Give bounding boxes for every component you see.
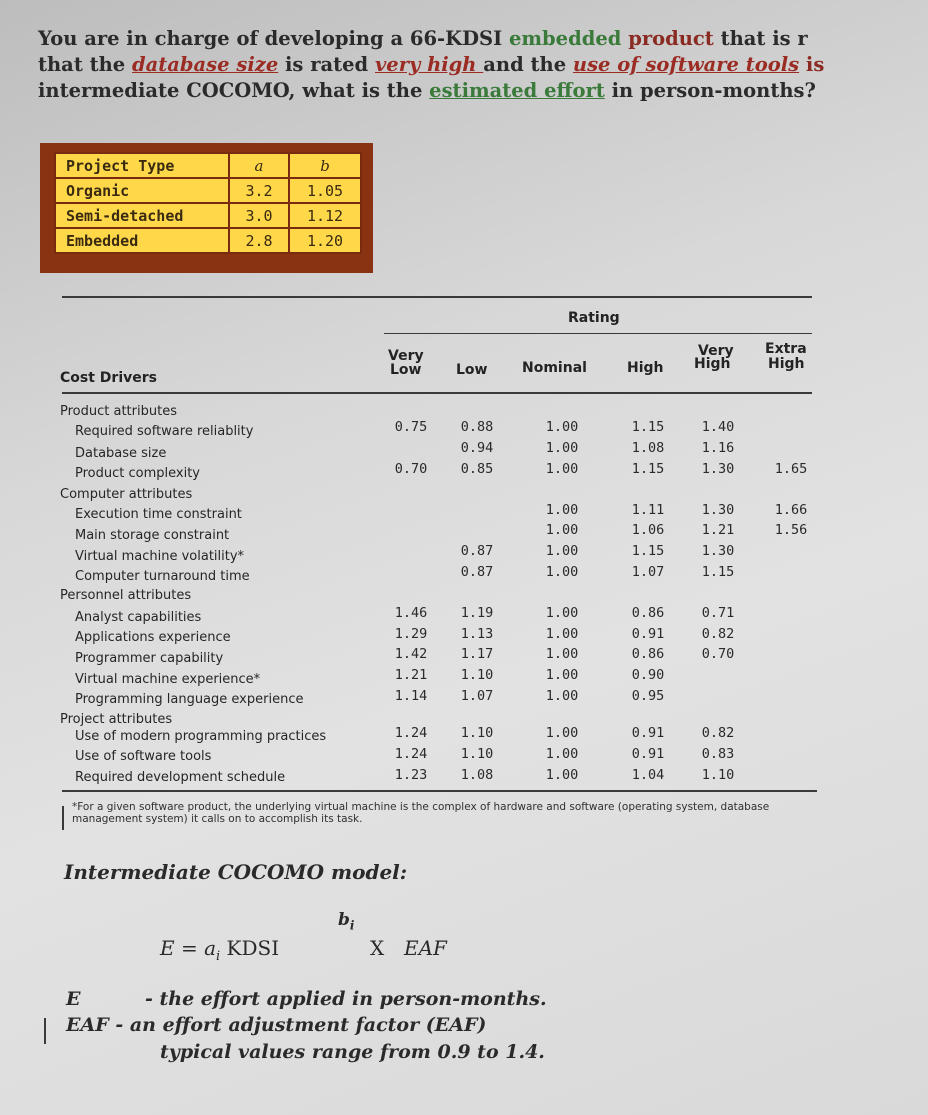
cost-driver-label: Product complexity (75, 466, 200, 481)
cost-driver-label: Computer turnaround time (75, 569, 250, 584)
question-segment: is rated (278, 53, 375, 76)
cost-driver-value-h: 1.04 (631, 767, 665, 783)
cost-driver-value-vh: 0.71 (701, 605, 735, 621)
group-computer-attributes: Computer attributes (60, 487, 193, 502)
header-low: Low (456, 362, 488, 378)
def-eaf-range: typical values range from 0.9 to 1.4. (160, 1041, 545, 1063)
cost-driver-value-h: 0.91 (631, 725, 665, 741)
cost-driver-value-n: 1.00 (545, 419, 579, 435)
cell-b: 1.12 (289, 203, 361, 228)
cost-drivers-header: Cost Drivers (60, 370, 157, 386)
question-text (38, 26, 928, 104)
cost-driver-label: Programming language experience (75, 692, 304, 707)
header-very-low-2: Low (390, 362, 422, 378)
cost-driver-value-h: 0.95 (631, 688, 665, 704)
cost-driver-value-n: 1.00 (545, 502, 579, 518)
cost-driver-value-h: 1.08 (631, 440, 665, 456)
cell-a: 2.8 (229, 228, 289, 253)
cost-driver-value-n: 1.00 (545, 688, 579, 704)
cost-driver-value-n: 1.00 (545, 725, 579, 741)
cost-driver-value-h: 1.07 (631, 564, 665, 580)
footnote-marker (62, 806, 64, 830)
cost-driver-value-l: 1.07 (460, 688, 494, 704)
header-b: b (289, 153, 361, 178)
cost-driver-value-n: 1.00 (545, 543, 579, 559)
cost-driver-value-n: 1.00 (545, 522, 579, 538)
cost-driver-value-n: 1.00 (545, 746, 579, 762)
cost-driver-value-h: 1.15 (631, 419, 665, 435)
cost-driver-value-vh: 1.10 (701, 767, 735, 783)
project-type-table (40, 143, 373, 273)
cost-driver-value-vh: 1.30 (701, 461, 735, 477)
cost-driver-value-l: 1.10 (460, 746, 494, 762)
def-e-symbol: E (66, 988, 81, 1010)
cost-driver-value-vl: 1.46 (394, 605, 428, 621)
question-segment: You are in charge of developing a 66-KDSI (38, 27, 509, 50)
cell-type: Organic (55, 178, 229, 203)
model-title: Intermediate COCOMO model: (64, 860, 408, 884)
def-eaf: EAF - an effort adjustment factor (EAF) (66, 1014, 487, 1036)
cost-driver-value-vl: 1.29 (394, 626, 428, 642)
cost-driver-value-h: 0.91 (631, 746, 665, 762)
question-segment: that the (38, 53, 132, 76)
table-row (55, 178, 361, 203)
cost-driver-value-h: 0.91 (631, 626, 665, 642)
formula-kdsi: KDSI (220, 936, 280, 960)
cost-driver-value-h: 0.86 (631, 646, 665, 662)
question-segment: is (799, 53, 825, 76)
cost-driver-value-l: 0.94 (460, 440, 494, 456)
question-segment: that is r (713, 27, 808, 50)
exponent-b: b (338, 910, 350, 930)
cost-driver-value-n: 1.00 (545, 646, 579, 662)
cost-driver-value-l: 0.87 (460, 543, 494, 559)
cost-driver-value-vh: 0.83 (701, 746, 735, 762)
cost-driver-value-vl: 1.21 (394, 667, 428, 683)
question-highlight-product: product (628, 27, 714, 50)
cost-driver-label: Use of software tools (75, 749, 212, 764)
footnote: *For a given software product, the underlying virtual machine is the complex of hardware and software (operating system, database management system) it calls on to accomplish its task. (72, 801, 770, 825)
cost-driver-value-vl: 1.24 (394, 746, 428, 762)
cost-driver-value-vh: 1.30 (701, 502, 735, 518)
project-type-grid (54, 152, 362, 254)
header-high: High (627, 360, 664, 376)
header-extra-high-1: Extra (765, 341, 807, 357)
question-highlight-database-size: database size (132, 53, 279, 76)
cost-driver-value-vl: 1.23 (394, 767, 428, 783)
table-top-rule (62, 296, 812, 298)
cell-type: Embedded (55, 228, 229, 253)
cost-driver-value-l: 1.10 (460, 667, 494, 683)
cost-driver-value-vl: 1.14 (394, 688, 428, 704)
def-e-text: - the effort applied in person-months. (145, 988, 547, 1010)
cost-driver-label: Virtual machine experience* (75, 672, 261, 687)
cost-driver-label: Execution time constraint (75, 507, 242, 522)
cost-driver-label: Database size (75, 446, 167, 461)
exponent-sub: i (349, 918, 355, 933)
group-project-attributes: Project attributes (60, 712, 173, 727)
header-very-high-2: High (694, 356, 731, 372)
cost-driver-value-vh: 1.21 (701, 522, 735, 538)
cost-driver-value-l: 1.08 (460, 767, 494, 783)
question-highlight-estimated-effort: estimated effort (429, 79, 605, 102)
cost-driver-value-l: 0.85 (460, 461, 494, 477)
formula-times: X (370, 936, 385, 960)
cost-driver-value-n: 1.00 (545, 626, 579, 642)
cost-driver-label: Analyst capabilities (75, 610, 202, 625)
question-line-1 (38, 26, 928, 52)
cell-a: 3.0 (229, 203, 289, 228)
cost-driver-value-xh: 1.66 (774, 502, 808, 518)
cost-driver-value-vh: 1.40 (701, 419, 735, 435)
cost-driver-label: Programmer capability (75, 651, 224, 666)
cell-a: 3.2 (229, 178, 289, 203)
cost-driver-label: Use of modern programming practices (75, 729, 327, 744)
cost-driver-value-vh: 0.70 (701, 646, 735, 662)
formula-eaf: EAF (404, 936, 447, 960)
group-personnel-attributes: Personnel attributes (60, 588, 192, 603)
table-bottom-rule (62, 790, 817, 792)
cost-driver-value-l: 1.10 (460, 725, 494, 741)
cost-driver-value-xh: 1.65 (774, 461, 808, 477)
cost-driver-value-vh: 1.15 (701, 564, 735, 580)
question-highlight-very-high: very high (374, 53, 484, 76)
cell-b: 1.05 (289, 178, 361, 203)
cost-driver-value-n: 1.00 (545, 461, 579, 477)
cost-driver-label: Main storage constraint (75, 528, 230, 543)
question-segment: intermediate COCOMO, what is the (38, 79, 430, 102)
cost-driver-value-vl: 1.42 (394, 646, 428, 662)
cost-driver-label: Applications experience (75, 630, 231, 645)
cost-driver-value-vh: 0.82 (701, 725, 735, 741)
cost-driver-value-vl: 1.24 (394, 725, 428, 741)
def-marker (44, 1018, 46, 1044)
cost-driver-value-n: 1.00 (545, 440, 579, 456)
cost-driver-value-l: 1.13 (460, 626, 494, 642)
cost-driver-value-n: 1.00 (545, 564, 579, 580)
cost-driver-value-l: 0.88 (460, 419, 494, 435)
header-project-type: Project Type (55, 153, 229, 178)
cost-driver-label: Required development schedule (75, 770, 286, 785)
header-bottom-rule (62, 392, 812, 394)
question-line-3 (38, 78, 928, 104)
cost-driver-value-h: 0.90 (631, 667, 665, 683)
cost-driver-label: Virtual machine volatility* (75, 549, 245, 564)
cost-driver-value-h: 1.06 (631, 522, 665, 538)
cell-type: Semi-detached (55, 203, 229, 228)
cost-driver-value-h: 1.11 (631, 502, 665, 518)
table-header-row (55, 153, 361, 178)
cost-driver-value-l: 1.19 (460, 605, 494, 621)
rating-header: Rating (568, 310, 620, 326)
cost-driver-value-h: 1.15 (631, 543, 665, 559)
cost-driver-value-vl: 0.70 (394, 461, 428, 477)
header-very-low-1: Very (388, 348, 424, 364)
header-nominal: Nominal (522, 360, 587, 376)
formula-exponent (338, 910, 354, 932)
cost-driver-label: Required software reliablity (75, 424, 254, 439)
question-segment: and the (483, 53, 573, 76)
header-a: a (229, 153, 289, 178)
cost-driver-value-l: 0.87 (460, 564, 494, 580)
table-row (55, 203, 361, 228)
cost-driver-value-xh: 1.56 (774, 522, 808, 538)
cost-driver-value-vh: 1.30 (701, 543, 735, 559)
cost-driver-value-n: 1.00 (545, 767, 579, 783)
cost-driver-value-h: 0.86 (631, 605, 665, 621)
header-extra-high-2: High (768, 356, 805, 372)
cost-driver-value-h: 1.15 (631, 461, 665, 477)
rating-rule (384, 333, 812, 334)
question-line-2 (38, 52, 928, 78)
cell-b: 1.20 (289, 228, 361, 253)
formula-lhs-sub: i (216, 949, 221, 964)
cost-driver-value-n: 1.00 (545, 605, 579, 621)
formula-lhs: E = a (160, 936, 216, 960)
cost-driver-value-vh: 0.82 (701, 626, 735, 642)
question-segment: in person-months? (604, 79, 816, 102)
cost-driver-value-vh: 1.16 (701, 440, 735, 456)
cost-driver-value-l: 1.17 (460, 646, 494, 662)
question-highlight-software-tools: use of software tools (572, 53, 800, 76)
group-product-attributes: Product attributes (60, 404, 177, 419)
cost-driver-value-vl: 0.75 (394, 419, 428, 435)
question-highlight-embedded: embedded (509, 27, 622, 50)
table-row (55, 228, 361, 253)
formula-main (160, 936, 279, 964)
header-very-high-1: Very (698, 343, 734, 359)
cost-driver-value-n: 1.00 (545, 667, 579, 683)
